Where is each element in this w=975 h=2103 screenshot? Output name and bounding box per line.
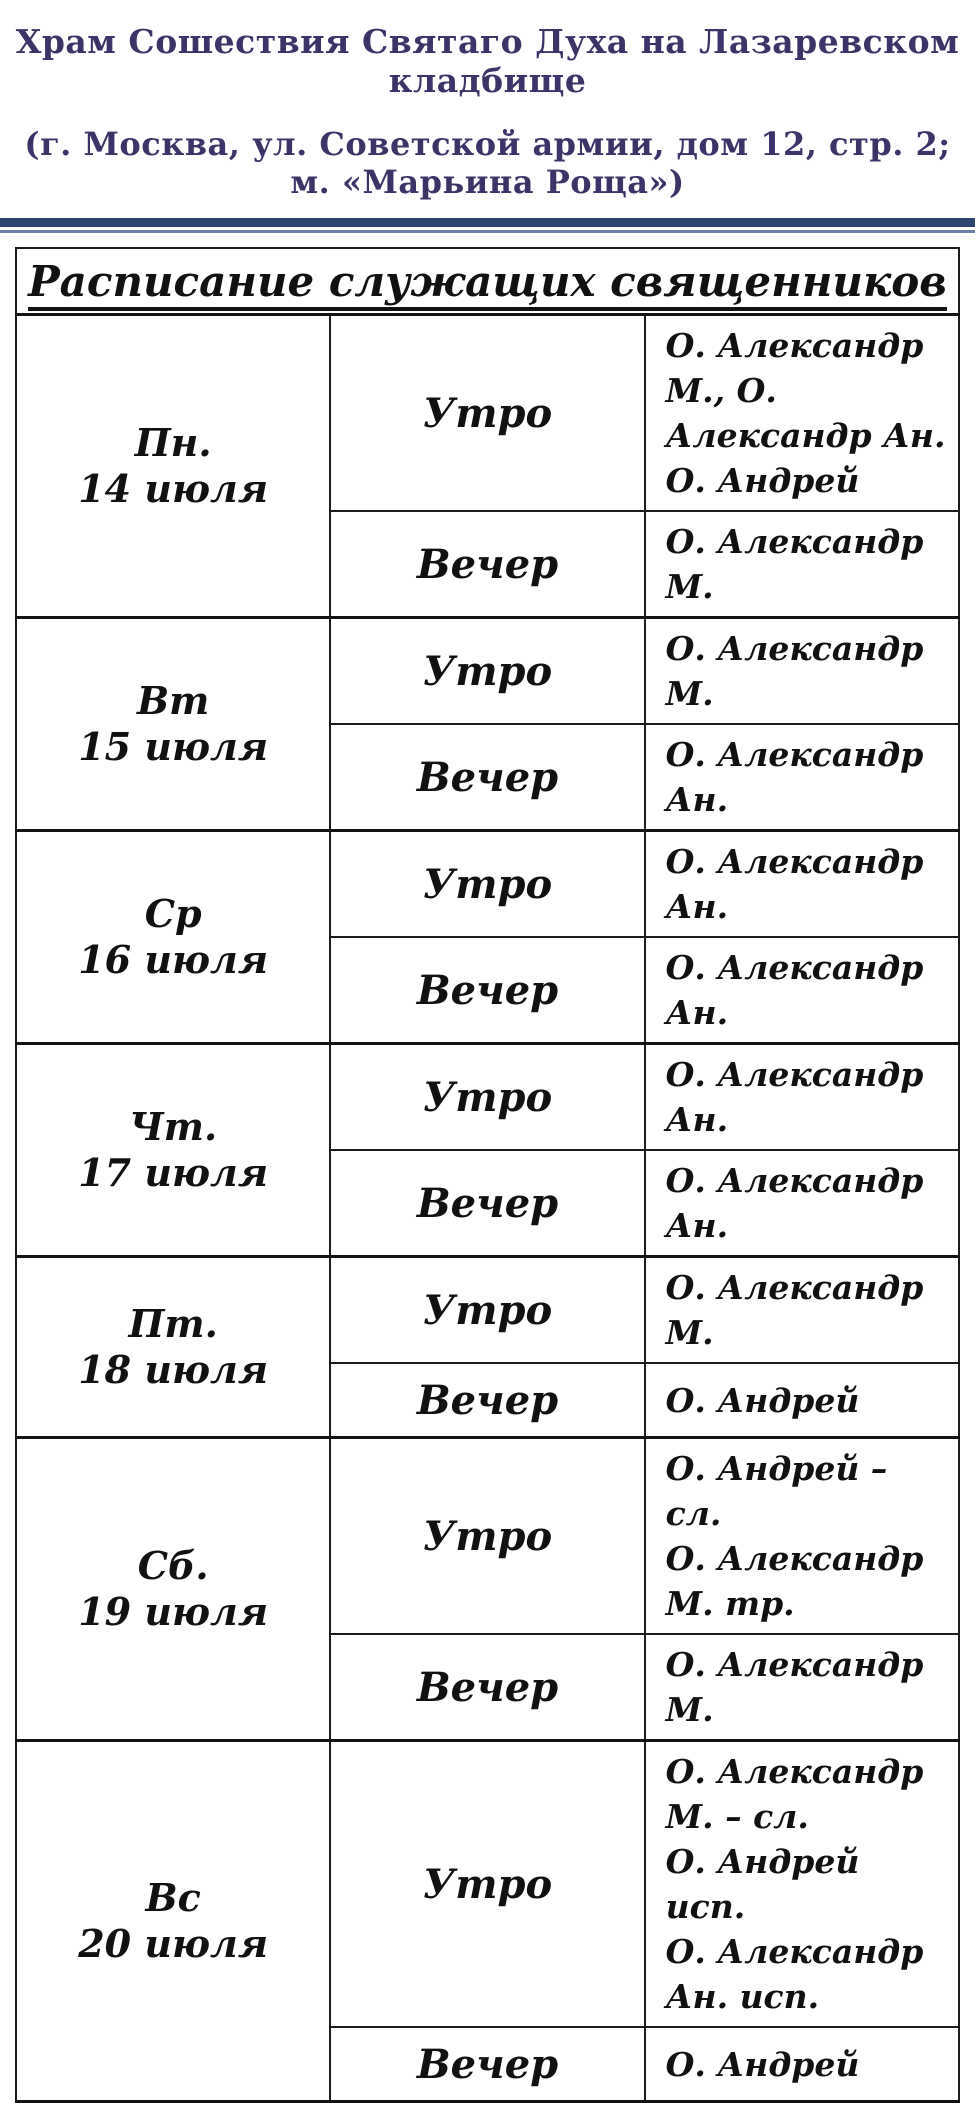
time-label-morning: Утро <box>330 1044 644 1151</box>
priest-name: О. Андрей – сл. <box>665 1449 888 1533</box>
time-label-morning: Утро <box>330 831 644 938</box>
time-label-evening: Вечер <box>330 1150 644 1257</box>
names-cell <box>645 1438 959 1635</box>
date-label: 19 июля <box>78 1589 269 1634</box>
time-label-evening: Вечер <box>330 1634 644 1741</box>
priest-name: О. Александр Ан. <box>665 842 924 926</box>
schedule-table <box>15 247 960 2103</box>
day-cell <box>16 618 330 831</box>
names-cell <box>645 1150 959 1257</box>
priest-name: О. Александр М. <box>665 629 924 713</box>
priest-name: О. Александр Ан. <box>665 1161 924 1245</box>
date-label: 20 июля <box>78 1921 269 1966</box>
names-cell <box>645 831 959 938</box>
date-label: 14 июля <box>78 466 269 511</box>
header-divider <box>0 218 975 233</box>
day-cell <box>16 315 330 618</box>
time-label-morning: Утро <box>330 315 644 512</box>
names-cell <box>645 724 959 831</box>
names-cell <box>645 1634 959 1741</box>
day-cell <box>16 1741 330 2102</box>
day-cell <box>16 1438 330 1741</box>
day-cell <box>16 1044 330 1257</box>
schedule-row-morning <box>16 831 959 938</box>
schedule-row-morning <box>16 1741 959 2028</box>
day-cell <box>16 831 330 1044</box>
time-label-evening: Вечер <box>330 511 644 618</box>
priest-name: О. Александр М. <box>665 522 924 606</box>
priest-name: О. Александр М. тр. <box>665 1539 924 1623</box>
church-name: Храм Сошествия Святаго Духа на Лазаревском кладбище <box>15 22 960 100</box>
names-cell <box>645 618 959 725</box>
schedule-title-row <box>16 248 959 315</box>
names-cell <box>645 1741 959 2028</box>
names-cell <box>645 1363 959 1438</box>
day-label: Пт. <box>128 1301 218 1347</box>
schedule-row-morning <box>16 315 959 512</box>
schedule-row-morning <box>16 1438 959 1635</box>
divider-thin-line <box>0 230 975 233</box>
priest-name: О. Александр М., О. Александр Ан. <box>665 326 946 455</box>
schedule-row-morning <box>16 618 959 725</box>
priest-name: О. Андрей <box>665 2044 860 2084</box>
day-label: Вс <box>145 1875 201 1921</box>
day-label: Вт <box>137 678 210 724</box>
names-cell <box>645 2027 959 2102</box>
time-label-evening: Вечер <box>330 2027 644 2102</box>
priest-name: О. Александр Ан. <box>665 735 924 819</box>
schedule-row-morning <box>16 1044 959 1151</box>
divider-thick-line <box>0 218 975 227</box>
day-label: Ср <box>144 891 202 937</box>
church-address: (г. Москва, ул. Советской армии, дом 12, стр. 2; м. «Марьина Роща») <box>24 125 951 201</box>
priest-name: О. Александр М. – сл. <box>665 1752 924 1836</box>
priest-name: О. Александр Ан. <box>665 1055 924 1139</box>
names-cell <box>645 1044 959 1151</box>
names-cell <box>645 937 959 1044</box>
day-label: Чт. <box>129 1104 218 1150</box>
names-cell <box>645 315 959 512</box>
header <box>0 0 975 201</box>
priest-name: О. Андрей <box>665 1380 860 1420</box>
date-label: 15 июля <box>78 724 269 769</box>
names-cell <box>645 511 959 618</box>
time-label-evening: Вечер <box>330 724 644 831</box>
time-label-morning: Утро <box>330 1741 644 2028</box>
priest-name: О. Александр М. <box>665 1645 924 1729</box>
time-label-morning: Утро <box>330 618 644 725</box>
time-label-evening: Вечер <box>330 937 644 1044</box>
day-label: Сб. <box>137 1543 209 1589</box>
priest-name: О. Александр М. <box>665 1268 924 1352</box>
day-cell <box>16 1257 330 1438</box>
time-label-morning: Утро <box>330 1257 644 1364</box>
time-label-evening: Вечер <box>330 1363 644 1438</box>
schedule-row-morning <box>16 1257 959 1364</box>
priest-name: О. Андрей <box>665 461 860 500</box>
date-label: 18 июля <box>78 1347 269 1392</box>
date-label: 16 июля <box>78 937 269 982</box>
priest-name: О. Александр Ан. <box>665 948 924 1032</box>
schedule-title: Расписание служащих священников <box>28 257 947 311</box>
time-label-morning: Утро <box>330 1438 644 1635</box>
day-label: Пн. <box>134 420 212 466</box>
date-label: 17 июля <box>78 1150 269 1195</box>
schedule-title-cell <box>16 248 959 315</box>
priest-name: О. Александр Ан. исп. <box>665 1932 924 2016</box>
priest-name: О. Андрей исп. <box>665 1842 860 1926</box>
names-cell <box>645 1257 959 1364</box>
